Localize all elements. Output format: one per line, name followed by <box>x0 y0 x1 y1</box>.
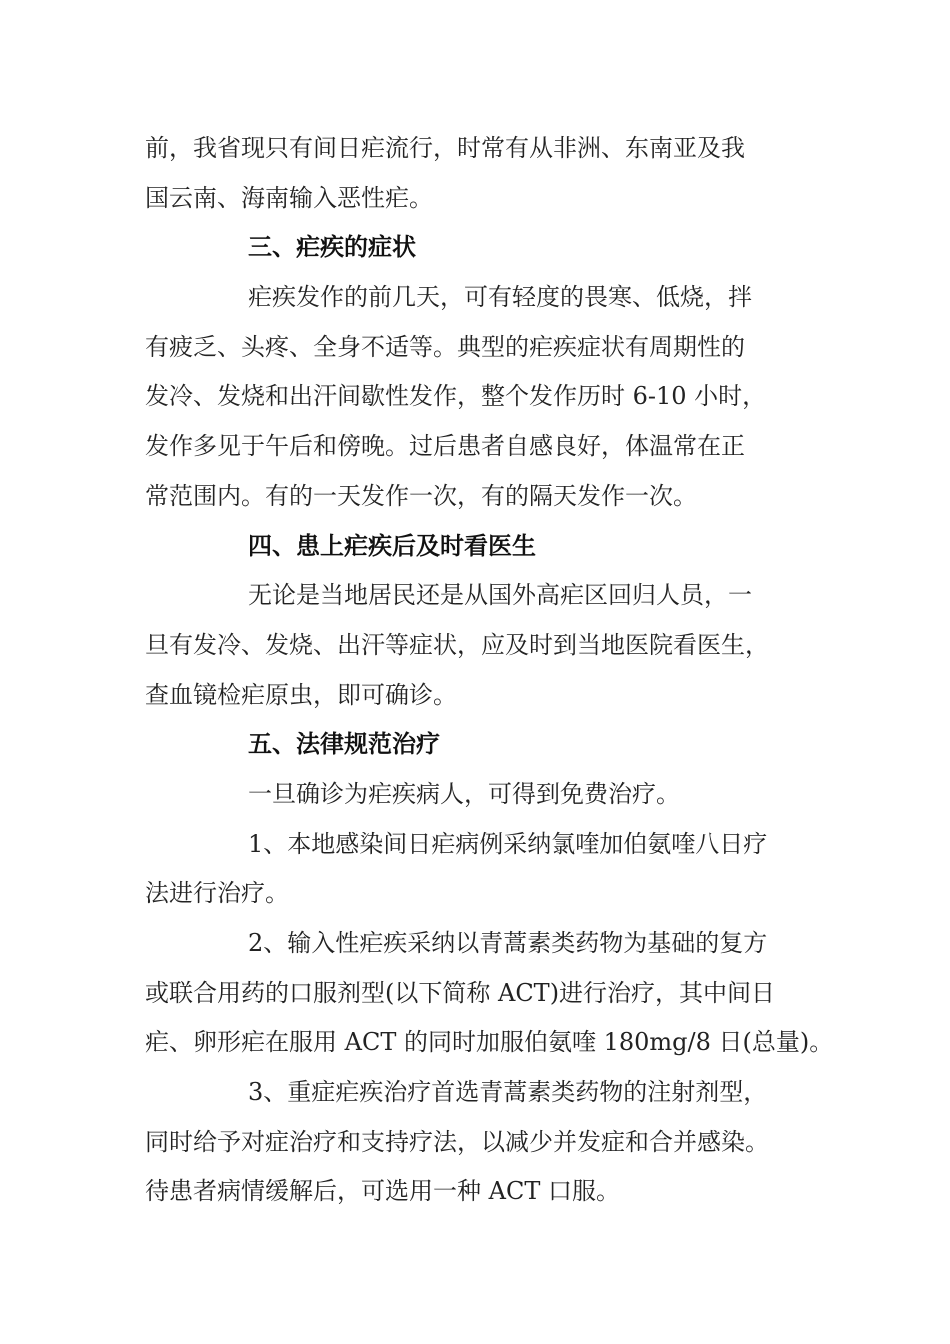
body-line: 发冷、发烧和出汗间歇性发作，整个发作历时 6-10 小时， <box>145 382 767 411</box>
body-line: 常范围内。有的一天发作一次，有的隔天发作一次。 <box>145 481 697 510</box>
body-line: 疟、卵形疟在服用 ACT 的同时加服伯氨喹 180mg/8 日(总量)。 <box>145 1028 834 1057</box>
body-line: 查血镜检疟原虫，即可确诊。 <box>145 680 457 709</box>
body-line: 发作多见于午后和傍晚。过后患者自感良好，体温常在正 <box>145 432 745 461</box>
list-item-1-first-line: 1、本地感染间日疟病例采纳氯喹加伯氨喹八日疗 <box>248 829 768 858</box>
body-line: 待患者病情缓解后，可选用一种 ACT 口服。 <box>145 1177 620 1206</box>
body-line: 法进行治疗。 <box>145 879 289 908</box>
document-body <box>145 124 834 1217</box>
paragraph-first-line: 疟疾发作的前几天，可有轻度的畏寒、低烧，拌 <box>248 283 752 312</box>
body-line: 国云南、海南输入恶性疟。 <box>145 183 433 212</box>
section-heading-treatment: 五、法律规范治疗 <box>248 730 440 759</box>
section-heading-see-doctor: 四、患上疟疾后及时看医生 <box>248 531 536 560</box>
paragraph-first-line: 无论是当地居民还是从国外高疟区回归人员，一 <box>248 581 752 610</box>
list-item-3-first-line: 3、重症疟疾治疗首选青蒿素类药物的注射剂型， <box>248 1078 768 1107</box>
section-heading-symptoms: 三、疟疾的症状 <box>248 233 416 262</box>
body-line: 或联合用药的口服剂型(以下简称 ACT)进行治疗，其中间日 <box>145 978 776 1007</box>
body-line: 旦有发冷、发烧、出汗等症状，应及时到当地医院看医生， <box>145 630 769 659</box>
list-item-2-first-line: 2、输入性疟疾采纳以青蒿素类药物为基础的复方 <box>248 929 768 957</box>
body-line: 同时给予对症治疗和支持疗法，以减少并发症和合并感染。 <box>145 1127 769 1156</box>
body-line: 有疲乏、头疼、全身不适等。典型的疟疾症状有周期性的 <box>145 332 745 361</box>
body-line: 前，我省现只有间日疟流行，时常有从非洲、东南亚及我 <box>145 134 745 162</box>
paragraph-first-line: 一旦确诊为疟疾病人，可得到免费治疗。 <box>248 779 680 808</box>
